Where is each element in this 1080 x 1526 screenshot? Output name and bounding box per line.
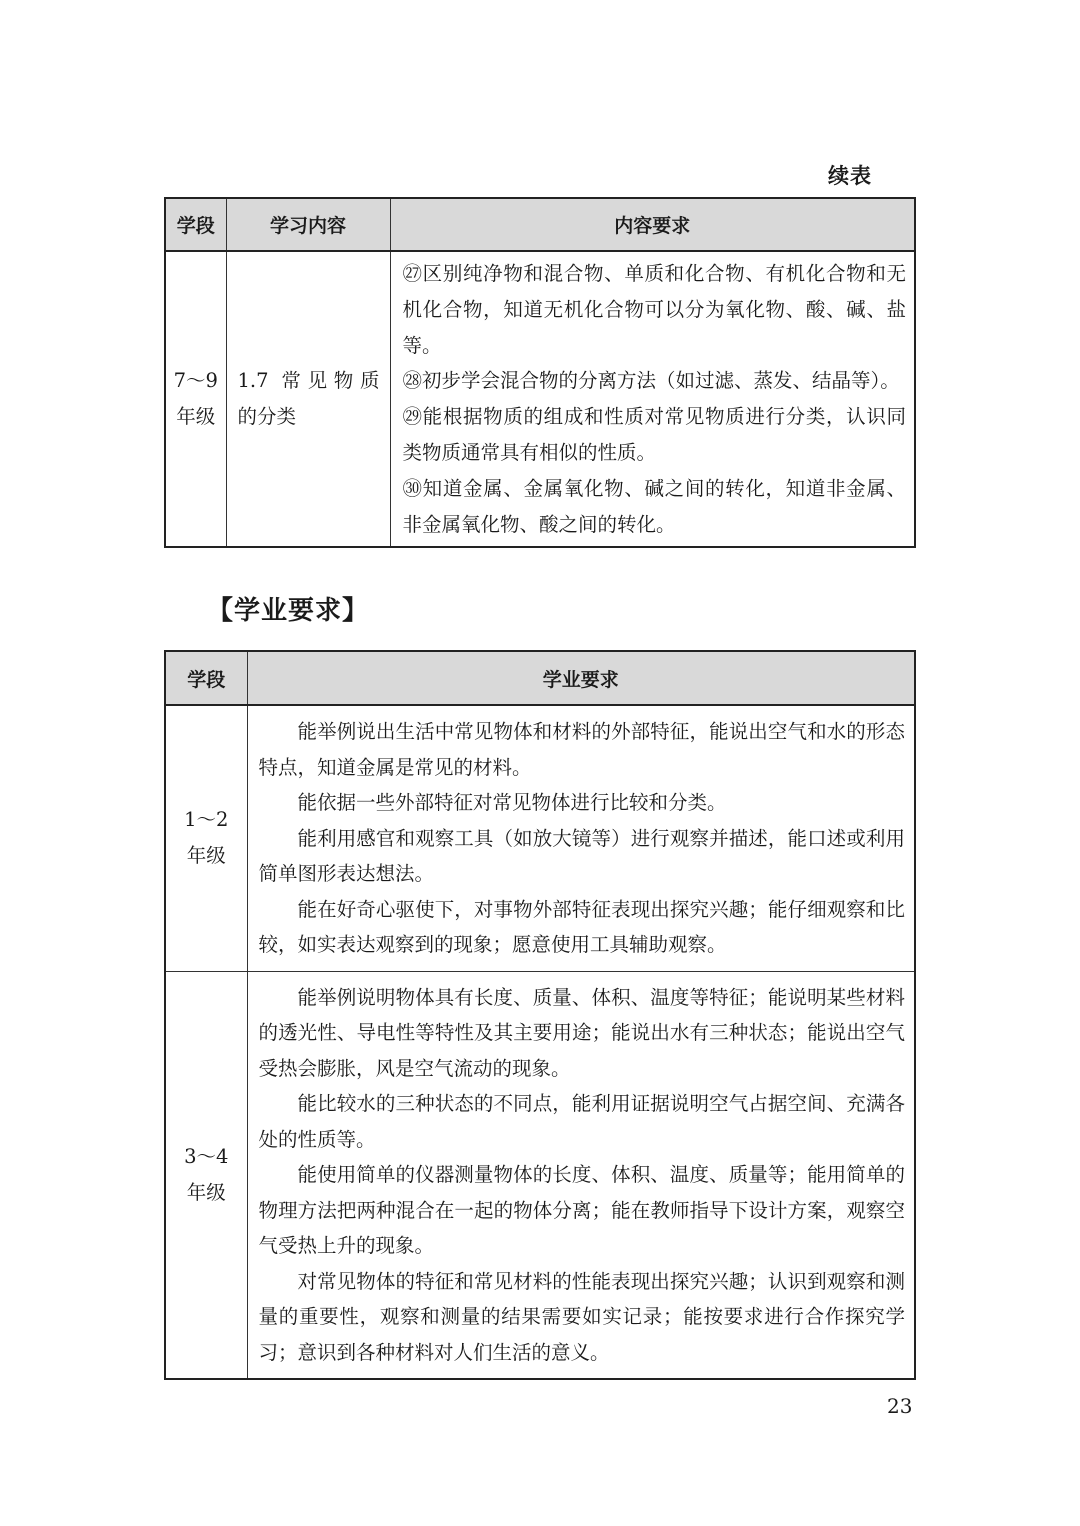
requirement-paragraph: 能在好奇心驱使下，对事物外部特征表现出探究兴趣；能仔细观察和比较，如实表达观察到的现象；愿意使用工具辅助观察。 [258,897,905,956]
table-header-row [165,651,915,705]
requirements-cell [390,251,915,547]
topic-line: 1.7 常见物质 [237,369,380,393]
table-header-row [165,198,915,251]
stage-grade-label: 年级 [176,405,216,429]
header-content-requirements: 内容要求 [390,198,915,251]
stage-grade-label: 年级 [186,844,226,868]
content-requirements-table [164,197,916,548]
stage-grade-range: 1～2 [184,808,229,832]
requirement-paragraph: 能比较水的三种状态的不同点，能利用证据说明空气占据空间、充满各处的性质等。 [258,1092,905,1151]
stage-cell [165,971,247,1379]
table-row [165,971,915,1379]
requirement-paragraph: 对常见物体的特征和常见材料的性能表现出探究兴趣；认识到观察和测量的重要性，观察和测量的结果需要如实记录；能按要求进行合作探究学习；意识到各种材料对人们生活的意义。 [258,1269,905,1364]
requirement-paragraph: 能举例说出生活中常见物体和材料的外部特征，能说出空气和水的形态特点，知道金属是常见的材料。 [258,720,905,779]
requirement-paragraph: 能使用简单的仪器测量物体的长度、体积、温度、质量等；能用简单的物理方法把两种混合在一起的物体分离；能在教师指导下设计方案，观察空气受热上升的现象。 [258,1163,905,1257]
requirement-item: ㉚知道金属、金属氧化物、碱之间的转化，知道非金属、非金属氧化物、酸之间的转化。 [402,476,906,536]
topic-line: 的分类 [237,405,297,429]
requirement-paragraph: 能依据一些外部特征对常见物体进行比较和分类。 [297,791,727,814]
academic-requirements-table [164,650,916,1380]
requirement-item: ㉗区别纯净物和混合物、单质和化合物、有机化合物和无机化合物，知道无机化合物可以分为氧化物、酸、碱、盐等。 [402,262,906,357]
page-number: 23 [887,1394,913,1418]
stage-cell [165,251,226,547]
requirements-cell [247,705,915,971]
header-academic-requirements: 学业要求 [247,651,915,705]
header-learning-content: 学习内容 [226,198,390,251]
stage-grade-range: 7～9 [173,369,218,393]
requirements-cell [247,971,915,1379]
stage-grade-range: 3～4 [184,1144,229,1168]
header-stage: 学段 [165,651,247,705]
header-stage: 学段 [165,198,226,251]
topic-cell [226,251,390,547]
requirement-item: ㉙能根据物质的组成和性质对常见物质进行分类，认识同类物质通常具有相似的性质。 [402,405,906,464]
table-row [165,251,915,547]
section-heading: 【学业要求】 [207,596,370,626]
continued-table-label: 续表 [828,164,872,188]
stage-grade-label: 年级 [186,1180,226,1204]
stage-cell [165,705,247,971]
requirement-paragraph: 能利用感官和观察工具（如放大镜等）进行观察并描述，能口述或利用简单图形表达想法。 [258,826,905,885]
requirement-item: ㉘初步学会混合物的分离方法（如过滤、蒸发、结晶等）。 [402,369,900,393]
table-row [165,705,915,971]
requirement-paragraph: 能举例说明物体具有长度、质量、体积、温度等特征；能说明某些材料的透光性、导电性等特性及其主要用途；能说出水有三种状态；能说出空气受热会膨胀，风是空气流动的现象。 [258,985,905,1080]
